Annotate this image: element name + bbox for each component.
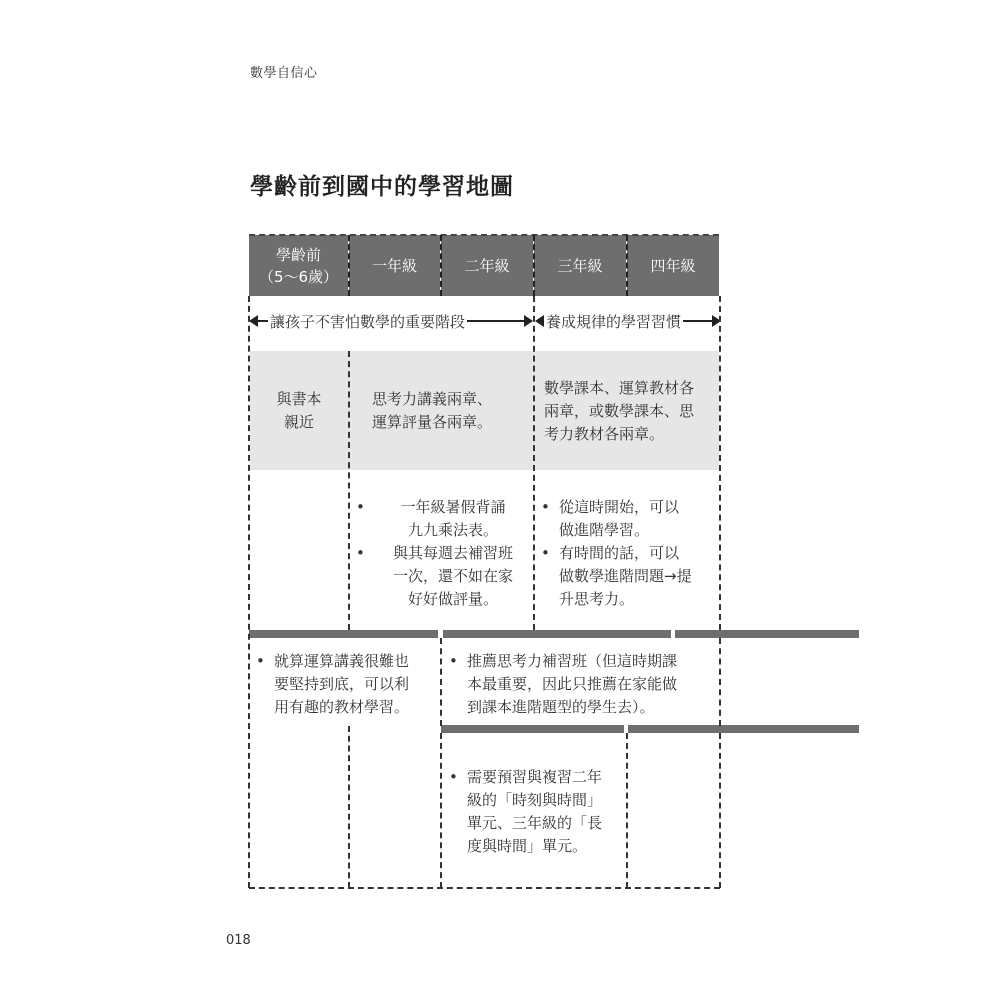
row1-preschool-line1: 與書本 bbox=[276, 390, 322, 408]
header-divider-1 bbox=[348, 235, 350, 296]
row1-grade12 bbox=[372, 388, 532, 434]
bar-1-left bbox=[249, 630, 438, 638]
row2-grade12-item-1-line2: 九九乘法表。 bbox=[407, 521, 498, 539]
row2-grade12-item-2-line3: 好好做評量。 bbox=[407, 590, 498, 608]
row2-grade34-item-2-line3: 升思考力。 bbox=[559, 590, 635, 608]
row2-grade34-item-1 bbox=[537, 496, 721, 542]
bar-1-right bbox=[675, 630, 859, 638]
row3-right-line2: 本最重要，因此只推薦在家能做 bbox=[467, 675, 678, 693]
row1-preschool-line2: 親近 bbox=[283, 413, 314, 431]
row3-left-line3: 用有趣的教材學習。 bbox=[274, 698, 410, 716]
row1-grade34-line1: 數學課本、運算教材各 bbox=[544, 379, 695, 397]
arrow-stage-1 bbox=[249, 309, 533, 333]
grid-divider-grade2-mid bbox=[440, 638, 442, 726]
row2-grade12-item-2 bbox=[352, 542, 532, 611]
page-number: 018 bbox=[226, 933, 251, 948]
header-grade3: 三年級 bbox=[534, 235, 626, 296]
grid-divider-grade2-lower bbox=[440, 733, 442, 888]
row3-left-list bbox=[252, 650, 440, 719]
row2-grade12-item-1 bbox=[352, 496, 532, 542]
arrow-left-shaft-2 bbox=[467, 320, 524, 322]
grid-divider-preschool bbox=[348, 351, 350, 630]
row4-line4: 度與時間」單元。 bbox=[467, 837, 588, 855]
row2-grade34-item-2-line2-text: 做數學進階問題 bbox=[559, 567, 665, 585]
row2-grade34-item-1-line1: • 從這時開始，可以 bbox=[559, 498, 680, 516]
row1-grade34-line2: 兩章，或數學課本、思 bbox=[544, 402, 695, 420]
grid-left-border bbox=[248, 296, 250, 888]
header-preschool-line2: （5～6歲） bbox=[258, 267, 339, 286]
header-preschool-line1: 學齡前 bbox=[275, 245, 321, 264]
row4-line3: 單元、三年級的「長 bbox=[467, 814, 603, 832]
row2-grade12-item-2-line1: • 與其每週去補習班 bbox=[392, 544, 513, 562]
bar-2-right bbox=[628, 725, 859, 733]
row2-grade12-item-2-line2: 一次，還不如在家 bbox=[392, 567, 513, 585]
grid-divider-grade2 bbox=[533, 296, 535, 630]
row2-grade34-item-1-line2: 做進階學習。 bbox=[559, 521, 650, 539]
bar-1-mid bbox=[443, 630, 671, 638]
row2-grade34-item-2 bbox=[537, 542, 721, 611]
row1-preschool bbox=[250, 388, 348, 434]
row4-line1: • 需要預習與複習二年 bbox=[467, 768, 603, 786]
row3-right-item bbox=[445, 650, 721, 719]
row1-grade34-line3: 考力教材各兩章。 bbox=[544, 425, 665, 443]
page-title: 學齡前到國中的學習地圖 bbox=[250, 173, 514, 200]
grid-bottom-border bbox=[249, 887, 720, 889]
row4-item bbox=[445, 766, 627, 858]
row3-left-line1: • 就算運算講義很難也 bbox=[274, 652, 410, 670]
header-grade1: 一年級 bbox=[349, 235, 440, 296]
row2-grade34-item-2-line2-tail: 提 bbox=[676, 567, 692, 585]
grid-right-border-mid bbox=[719, 638, 721, 726]
grid-right-border bbox=[719, 296, 721, 630]
row3-left-line2: 要堅持到底，可以利 bbox=[274, 675, 410, 693]
arrow-right-shaft bbox=[683, 320, 712, 322]
row1-grade34 bbox=[544, 377, 720, 446]
header-divider-2 bbox=[440, 235, 442, 296]
row3-right-list bbox=[445, 650, 721, 719]
row2-grade34-list bbox=[537, 496, 721, 611]
grid-right-border-lower bbox=[719, 733, 721, 888]
right-arrow-icon: → bbox=[664, 567, 677, 585]
arrow-stage-2 bbox=[535, 309, 721, 333]
bar-2-left bbox=[441, 725, 624, 733]
row2-grade34-item-2-line1: • 有時間的話，可以 bbox=[559, 544, 680, 562]
grid-divider-preschool-lower bbox=[348, 726, 350, 888]
row1-grade12-line1: 思考力講義兩章、 bbox=[372, 390, 493, 408]
row3-right-line3: 到課本進階題型的學生去）。 bbox=[467, 698, 655, 716]
arrow-right-head-icon bbox=[535, 315, 544, 327]
row1-grade12-line2: 運算評量各兩章。 bbox=[372, 413, 493, 431]
arrow-left-head-icon bbox=[249, 315, 258, 327]
arrow-left-shaft bbox=[258, 320, 268, 322]
header-preschool bbox=[249, 235, 348, 296]
row3-right-line1: • 推薦思考力補習班（但這時期課 bbox=[467, 652, 678, 670]
row2-grade12-list bbox=[352, 496, 532, 611]
row4-line2: 級的「時刻與時間」 bbox=[467, 791, 603, 809]
header-grade4: 四年級 bbox=[627, 235, 719, 296]
header-grade2: 二年級 bbox=[441, 235, 533, 296]
row2-grade12-item-1-line1: • 一年級暑假背誦 bbox=[400, 498, 506, 516]
running-head: 數學自信心 bbox=[250, 66, 318, 81]
arrow-left-tip-icon bbox=[524, 315, 533, 327]
header-divider-4 bbox=[626, 235, 628, 296]
row4-list bbox=[445, 766, 627, 858]
arrow-stage-1-label: 讓孩子不害怕數學的重要階段 bbox=[270, 312, 466, 331]
row2-grade34-item-2-line2 bbox=[559, 565, 721, 588]
arrow-stage-2-label: 養成規律的學習習慣 bbox=[546, 312, 682, 331]
header-divider-3 bbox=[533, 235, 535, 296]
row3-left-item bbox=[252, 650, 440, 719]
grid-divider-grade3-lower bbox=[626, 733, 628, 888]
header-top-border bbox=[249, 234, 719, 236]
